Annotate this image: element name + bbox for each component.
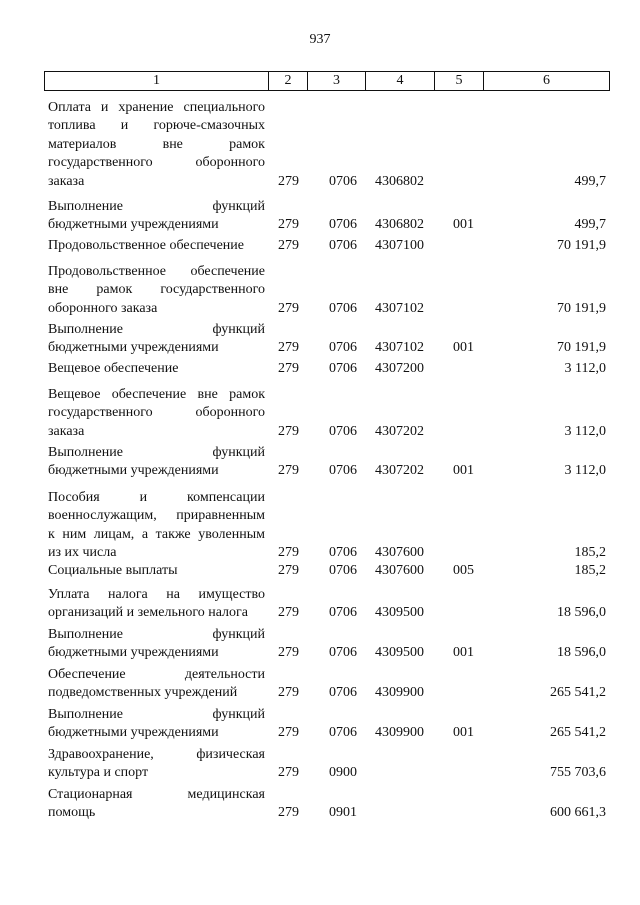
cell-col4: 4309500	[375, 645, 424, 661]
cell-col5: 001	[453, 645, 474, 661]
cell-col6: 499,7	[574, 217, 606, 233]
cell-col6: 185,2	[574, 545, 606, 561]
cell-col3: 0706	[329, 725, 357, 741]
description-line: Выполнение функций	[48, 322, 265, 337]
cell-col6: 499,7	[574, 173, 606, 189]
description-line: из их числа	[48, 545, 117, 561]
description-line: Выполнение функций	[48, 707, 265, 722]
row-description	[48, 489, 265, 563]
cell-col6: 18 596,0	[557, 645, 606, 661]
cell-col3: 0706	[329, 423, 357, 439]
row-description	[48, 746, 265, 783]
column-header-4: 4	[365, 72, 434, 90]
description-line: Уплата налога на имущество	[48, 587, 265, 602]
description-line: Продовольственное обеспечение	[48, 264, 265, 279]
row-description	[48, 360, 265, 378]
cell-col4: 4309900	[375, 725, 424, 741]
cell-col3: 0706	[329, 217, 357, 233]
cell-col2: 279	[278, 217, 299, 233]
cell-col2: 279	[278, 805, 299, 821]
description-line: Продовольственное обеспечение	[48, 238, 244, 253]
cell-col4: 4306802	[375, 173, 424, 189]
cell-col4: 4309900	[375, 685, 424, 701]
description-line: вне рамок государственного	[48, 282, 265, 298]
cell-col6: 600 661,3	[550, 805, 606, 821]
description-line: подведомственных учреждений	[48, 685, 238, 701]
cell-col2: 279	[278, 725, 299, 741]
description-line: оборонного заказа	[48, 300, 158, 316]
cell-col2: 279	[278, 645, 299, 661]
cell-col2: 279	[278, 765, 299, 781]
description-line: к ним лицам, а также уволенным	[48, 526, 265, 542]
column-header-6: 6	[483, 72, 609, 90]
table-row	[44, 99, 610, 191]
cell-col5: 001	[453, 463, 474, 479]
row-description	[48, 706, 265, 743]
cell-col2: 279	[278, 685, 299, 701]
description-line: бюджетными учреждениями	[48, 340, 219, 356]
page-number: 937	[309, 32, 331, 47]
description-line: заказа	[48, 423, 85, 439]
cell-col3: 0901	[329, 805, 357, 821]
description-line: Выполнение функций	[48, 445, 265, 460]
cell-col6: 3 112,0	[564, 423, 606, 439]
description-line: Социальные выплаты	[48, 563, 178, 578]
description-line: заказа	[48, 173, 85, 189]
row-description	[48, 237, 265, 255]
description-line: Выполнение функций	[48, 627, 265, 642]
cell-col6: 265 541,2	[550, 725, 606, 741]
description-line: Вещевое обеспечение вне рамок	[48, 387, 265, 402]
cell-col2: 279	[278, 605, 299, 621]
description-line: организаций и земельного налога	[48, 605, 248, 621]
cell-col3: 0706	[329, 360, 357, 376]
table-row	[44, 444, 610, 481]
cell-col3: 0706	[329, 685, 357, 701]
cell-col5: 001	[453, 217, 474, 233]
table-row	[44, 786, 610, 823]
cell-col3: 0706	[329, 300, 357, 316]
table-row	[44, 586, 610, 623]
cell-col4: 4307102	[375, 300, 424, 316]
cell-col4: 4306802	[375, 217, 424, 233]
description-line: бюджетными учреждениями	[48, 463, 219, 479]
cell-col4: 4307600	[375, 562, 424, 578]
description-line: Стационарная медицинская	[48, 787, 265, 802]
cell-col2: 279	[278, 463, 299, 479]
cell-col2: 279	[278, 423, 299, 439]
table-row	[44, 237, 610, 255]
cell-col3: 0706	[329, 545, 357, 561]
description-line: Обеспечение деятельности	[48, 667, 265, 682]
cell-col2: 279	[278, 237, 299, 253]
cell-col3: 0706	[329, 340, 357, 356]
description-line: бюджетными учреждениями	[48, 725, 219, 741]
description-line: военнослужащим, приравненным	[48, 508, 265, 524]
cell-col3: 0706	[329, 645, 357, 661]
cell-col2: 279	[278, 340, 299, 356]
cell-col6: 70 191,9	[557, 237, 606, 253]
cell-col3: 0706	[329, 463, 357, 479]
table-row	[44, 706, 610, 743]
cell-col4: 4307600	[375, 545, 424, 561]
cell-col3: 0706	[329, 562, 357, 578]
row-description	[48, 198, 265, 235]
cell-col2: 279	[278, 300, 299, 316]
row-description	[48, 444, 265, 481]
description-line: бюджетными учреждениями	[48, 217, 219, 233]
cell-col6: 3 112,0	[564, 360, 606, 376]
row-description	[48, 99, 265, 191]
column-header-2: 2	[268, 72, 307, 90]
row-description	[48, 786, 265, 823]
row-description	[48, 386, 265, 441]
cell-col3: 0706	[329, 173, 357, 189]
cell-col3: 0706	[329, 605, 357, 621]
description-line: Здравоохранение, физическая	[48, 747, 265, 762]
description-line: материалов вне рамок	[48, 136, 265, 152]
cell-col6: 3 112,0	[564, 463, 606, 479]
description-line: культура и спорт	[48, 765, 149, 781]
description-line: государственного оборонного	[48, 155, 265, 171]
cell-col6: 18 596,0	[557, 605, 606, 621]
cell-col4: 4307202	[375, 423, 424, 439]
cell-col5: 001	[453, 725, 474, 741]
table-row	[44, 489, 610, 563]
cell-col6: 185,2	[574, 562, 606, 578]
table-row	[44, 562, 610, 580]
row-description	[48, 666, 265, 703]
table-row	[44, 666, 610, 703]
description-line: помощь	[48, 805, 96, 821]
cell-col4: 4307202	[375, 463, 424, 479]
column-header-1: 1	[153, 73, 160, 88]
description-line: Выполнение функций	[48, 199, 265, 214]
cell-col4: 4307100	[375, 237, 424, 253]
cell-col6: 70 191,9	[557, 300, 606, 316]
cell-col5: 005	[453, 562, 474, 578]
cell-col2: 279	[278, 360, 299, 376]
cell-col5: 001	[453, 340, 474, 356]
table-row	[44, 360, 610, 378]
row-description	[48, 586, 265, 623]
column-header-3: 3	[307, 72, 365, 90]
cell-col6: 70 191,9	[557, 340, 606, 356]
cell-col6: 755 703,6	[550, 765, 606, 781]
row-description	[48, 626, 265, 663]
table-row	[44, 198, 610, 235]
row-description	[48, 321, 265, 358]
description-line: Оплата и хранение специального	[48, 100, 265, 115]
description-line: бюджетными учреждениями	[48, 645, 219, 661]
cell-col6: 265 541,2	[550, 685, 606, 701]
table-row	[44, 746, 610, 783]
cell-col3: 0900	[329, 765, 357, 781]
cell-col2: 279	[278, 173, 299, 189]
table-header	[44, 71, 610, 91]
cell-col4: 4309500	[375, 605, 424, 621]
description-line: государственного оборонного	[48, 405, 265, 421]
cell-col3: 0706	[329, 237, 357, 253]
table-row	[44, 626, 610, 663]
table-row	[44, 263, 610, 318]
table-row	[44, 321, 610, 358]
cell-col2: 279	[278, 545, 299, 561]
row-description	[48, 562, 265, 580]
description-line: Пособия и компенсации	[48, 490, 265, 505]
row-description	[48, 263, 265, 318]
description-line: Вещевое обеспечение	[48, 361, 179, 376]
cell-col2: 279	[278, 562, 299, 578]
cell-col4: 4307102	[375, 340, 424, 356]
cell-col4: 4307200	[375, 360, 424, 376]
column-header-5: 5	[434, 72, 483, 90]
table-row	[44, 386, 610, 441]
description-line: топлива и горюче-смазочных	[48, 118, 265, 134]
